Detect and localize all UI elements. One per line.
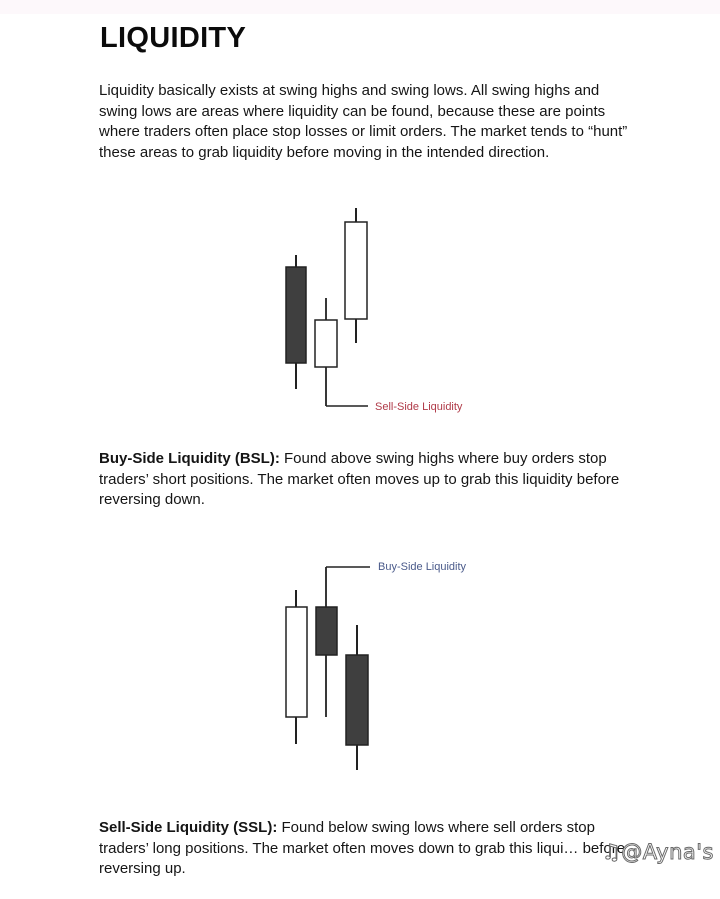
ssl-paragraph [99,818,629,880]
ssl-candle-3 [345,208,367,343]
bsl-description: Found above swing highs where buy orders stop traders’ short positions. The market often moves up to grab this liquidity before reversing down. [99,450,620,508]
bsl-term: Buy-Side Liquidity (BSL): [99,450,280,467]
page-title: LIQUIDITY [100,22,247,54]
ssl-candle-1 [286,255,306,389]
intro-paragraph: Liquidity basically exists at swing highs and swing lows. All swing highs and swing lows are areas where liquidity can be found, because these are points where traders often place stop losses or limit orders. The market tends to “hunt” these areas to grab liquidity before moving in the intended direction. [99,82,628,161]
bsl-candle-2 [316,567,337,717]
buy-side-candles-svg [0,550,720,780]
ssl-candle-2 [315,298,337,406]
bsl-paragraph [99,449,629,511]
ssl-chart-label: Sell-Side Liquidity [375,401,463,413]
ssl-description: Found below swing lows where sell orders stop traders’ long positions. The market often moves down to grab this liqui… before reversing up. [99,819,626,877]
bsl-candle-3 [346,625,368,770]
sell-side-liquidity-chart [0,195,720,425]
sell-side-candles-svg [0,195,720,425]
bsl-candle-1 [286,590,307,744]
bsl-chart-label: Buy-Side Liquidity [378,561,467,573]
top-strip [0,0,720,14]
watermark: ♫@Ayna's [601,840,714,864]
ssl-term: Sell-Side Liquidity (SSL): [99,819,278,836]
buy-side-liquidity-chart [0,550,720,780]
